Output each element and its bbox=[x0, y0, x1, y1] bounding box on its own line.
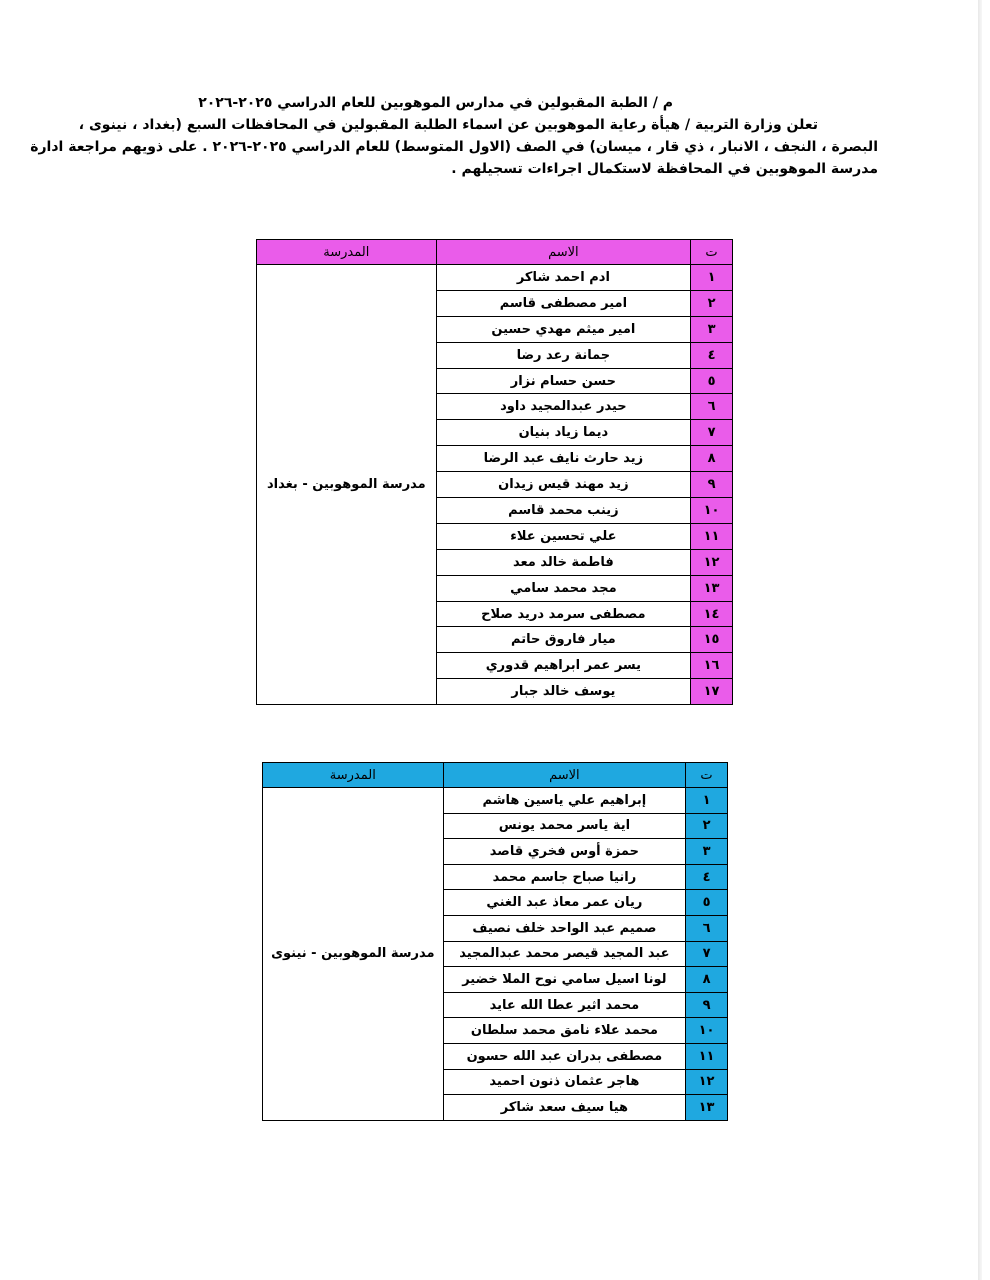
row-number: ١١ bbox=[691, 523, 733, 549]
row-number: ٣ bbox=[686, 839, 728, 865]
row-number: ١ bbox=[686, 788, 728, 814]
row-number: ١٧ bbox=[691, 679, 733, 705]
column-header-number: ت bbox=[691, 240, 733, 265]
announcement-subject: م / الطبة المقبولين في مدارس الموهوبين للعام الدراسي ٢٠٢٥-٢٠٢٦ bbox=[198, 95, 673, 111]
announcement-line-3: البصرة ، النجف ، الانبار ، ذي قار ، ميسان) في الصف (الاول المتوسط) للعام الدراسي ٢٠٢٥-٢٠٢٦ . على ذويهم مراجعة ادارة bbox=[30, 139, 878, 155]
column-header-number: ت bbox=[686, 763, 728, 788]
row-number: ٩ bbox=[686, 992, 728, 1018]
announcement-line-4: مدرسة الموهوبين في المحافظة لاستكمال اجراءات تسجيلهم . bbox=[451, 161, 878, 177]
student-name: محمد علاء نامق محمد سلطان bbox=[443, 1018, 685, 1044]
student-name: إبراهيم علي ياسين هاشم bbox=[443, 788, 685, 814]
column-header-name: الاسم bbox=[436, 240, 690, 265]
student-name: فاطمة خالد معد bbox=[436, 549, 690, 575]
row-number: ١٤ bbox=[691, 601, 733, 627]
row-number: ٣ bbox=[691, 316, 733, 342]
student-name: اية ياسر محمد يونس bbox=[443, 813, 685, 839]
table-header-row bbox=[257, 240, 733, 265]
student-name: حيدر عبدالمجيد داود bbox=[436, 394, 690, 420]
column-header-name: الاسم bbox=[443, 763, 685, 788]
school-name: مدرسة الموهوبين - نينوى bbox=[263, 788, 444, 1121]
table-row bbox=[257, 265, 733, 291]
table-header-row bbox=[263, 763, 728, 788]
page-edge bbox=[978, 0, 982, 1280]
student-name: يسر عمر ابراهيم قدوري bbox=[436, 653, 690, 679]
announcement-header bbox=[30, 92, 878, 180]
row-number: ١١ bbox=[686, 1043, 728, 1069]
student-name: زينب محمد قاسم bbox=[436, 498, 690, 524]
row-number: ٥ bbox=[686, 890, 728, 916]
student-name: علي تحسين علاء bbox=[436, 523, 690, 549]
student-name: رانيا صباح جاسم محمد bbox=[443, 864, 685, 890]
row-number: ١٢ bbox=[686, 1069, 728, 1095]
student-name: مصطفى بدران عبد الله حسون bbox=[443, 1043, 685, 1069]
student-name: محمد اثير عطا الله عايد bbox=[443, 992, 685, 1018]
column-header-school: المدرسة bbox=[257, 240, 437, 265]
student-name: امير مصطفى قاسم bbox=[436, 290, 690, 316]
student-name: عبد المجيد قيصر محمد عبدالمجيد bbox=[443, 941, 685, 967]
row-number: ٧ bbox=[686, 941, 728, 967]
row-number: ١ bbox=[691, 265, 733, 291]
school-name: مدرسة الموهوبين - بغداد bbox=[257, 265, 437, 705]
column-header-school: المدرسة bbox=[263, 763, 444, 788]
student-name: مصطفى سرمد دريد صلاح bbox=[436, 601, 690, 627]
row-number: ٦ bbox=[691, 394, 733, 420]
student-name: زيد مهند قيس زيدان bbox=[436, 472, 690, 498]
student-name: هاجر عثمان ذنون احميد bbox=[443, 1069, 685, 1095]
row-number: ١٣ bbox=[691, 575, 733, 601]
row-number: ٢ bbox=[686, 813, 728, 839]
row-number: ١٠ bbox=[686, 1018, 728, 1044]
row-number: ٩ bbox=[691, 472, 733, 498]
baghdad-students-table bbox=[256, 239, 733, 705]
student-name: لونا اسيل سامي نوح الملا خضير bbox=[443, 967, 685, 993]
row-number: ٤ bbox=[686, 864, 728, 890]
student-name: امير ميثم مهدي حسين bbox=[436, 316, 690, 342]
baghdad-table-body bbox=[257, 265, 733, 705]
student-name: ادم احمد شاكر bbox=[436, 265, 690, 291]
row-number: ٥ bbox=[691, 368, 733, 394]
student-name: زيد حارث نايف عبد الرضا bbox=[436, 446, 690, 472]
row-number: ١٢ bbox=[691, 549, 733, 575]
student-name: ميار فاروق حاتم bbox=[436, 627, 690, 653]
row-number: ١٦ bbox=[691, 653, 733, 679]
student-name: يوسف خالد جبار bbox=[436, 679, 690, 705]
row-number: ٧ bbox=[691, 420, 733, 446]
nineveh-students-table bbox=[262, 762, 728, 1121]
student-name: ديما زياد بنيان bbox=[436, 420, 690, 446]
row-number: ٦ bbox=[686, 915, 728, 941]
student-name: صميم عبد الواحد خلف نصيف bbox=[443, 915, 685, 941]
student-name: جمانة رعد رضا bbox=[436, 342, 690, 368]
row-number: ٤ bbox=[691, 342, 733, 368]
row-number: ٨ bbox=[691, 446, 733, 472]
row-number: ١٠ bbox=[691, 498, 733, 524]
row-number: ١٣ bbox=[686, 1095, 728, 1121]
row-number: ٨ bbox=[686, 967, 728, 993]
student-name: ريان عمر معاذ عبد الغني bbox=[443, 890, 685, 916]
table-row bbox=[263, 788, 728, 814]
student-name: مجد محمد سامي bbox=[436, 575, 690, 601]
student-name: حسن حسام نزار bbox=[436, 368, 690, 394]
nineveh-table-body bbox=[263, 788, 728, 1121]
student-name: هيا سيف سعد شاكر bbox=[443, 1095, 685, 1121]
row-number: ٢ bbox=[691, 290, 733, 316]
row-number: ١٥ bbox=[691, 627, 733, 653]
student-name: حمزة أوس فخري قاصد bbox=[443, 839, 685, 865]
announcement-line-2: تعلن وزارة التربية / هيأة رعاية الموهوبين عن اسماء الطلبة المقبولين في المحافظات السبع (بغداد ، نينوى ، bbox=[78, 117, 818, 133]
